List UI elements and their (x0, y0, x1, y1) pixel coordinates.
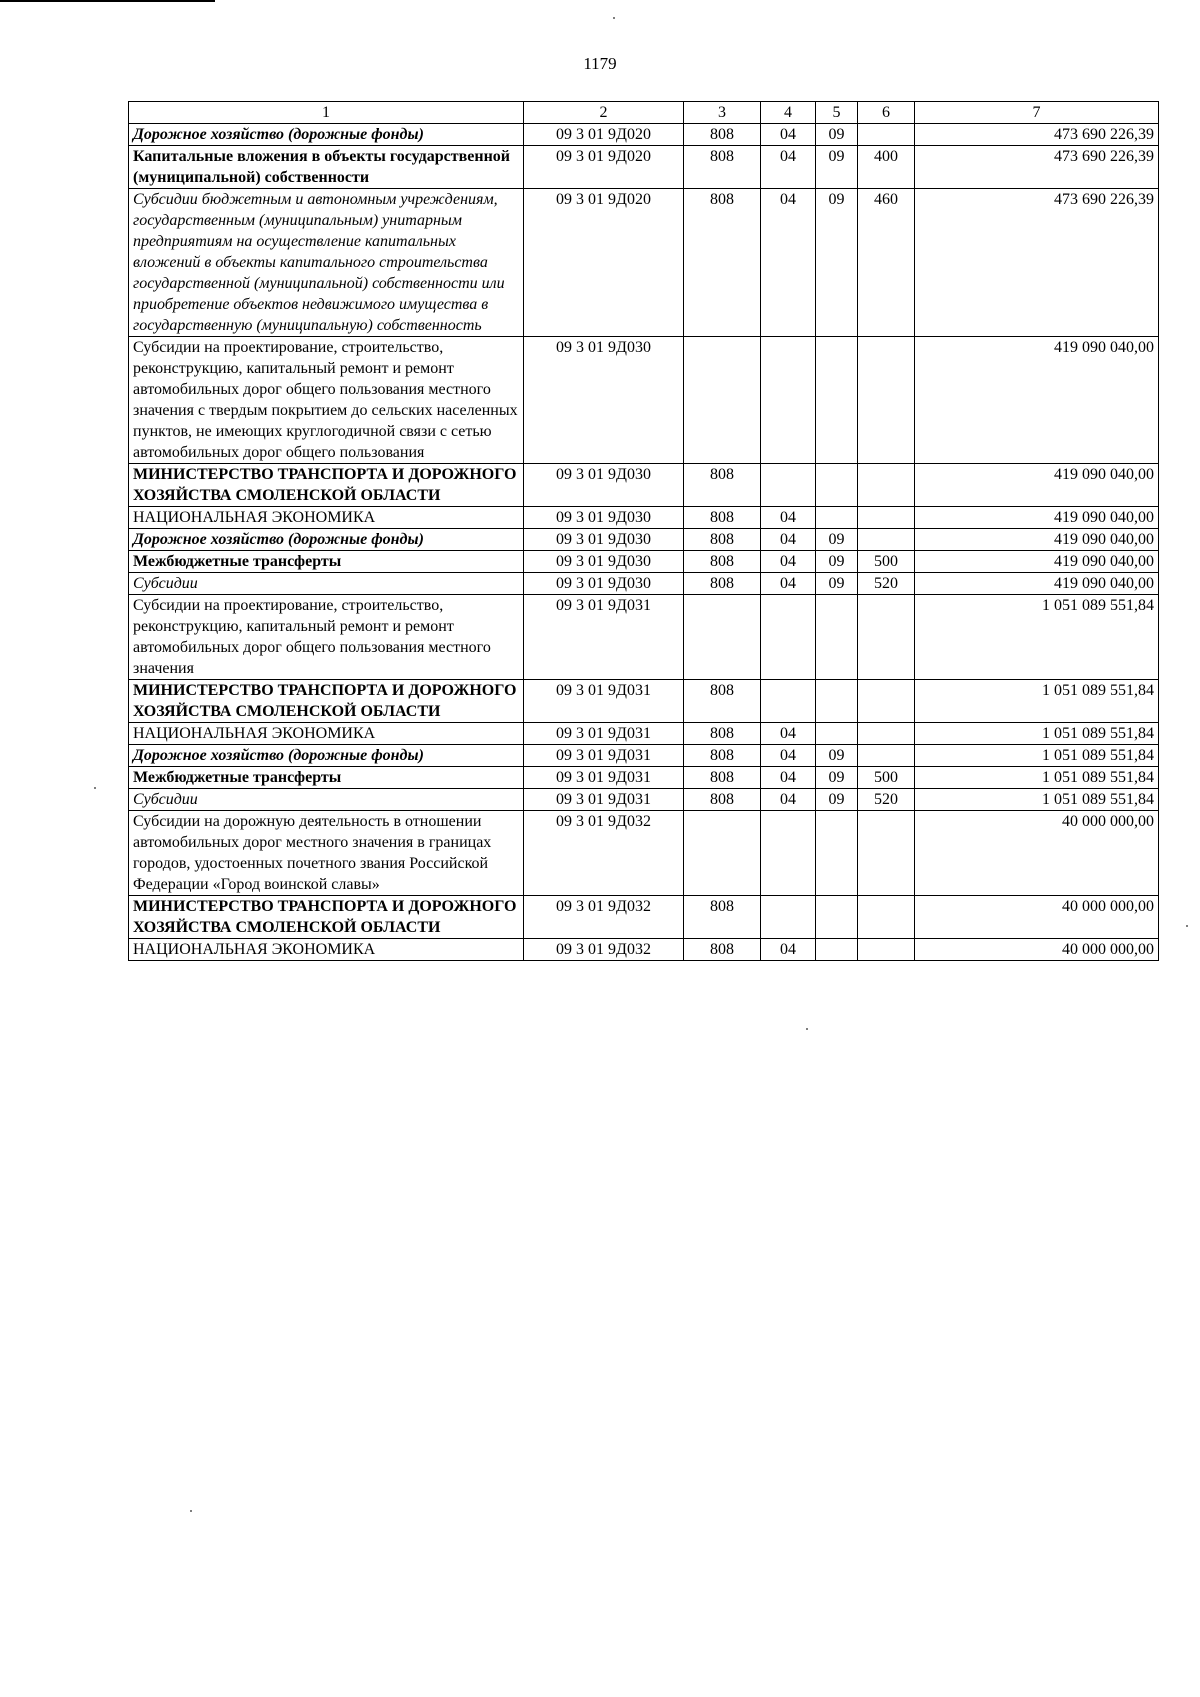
scan-speck (94, 787, 96, 789)
row-expense-type (858, 896, 915, 939)
row-target-article: 09 3 01 9Д030 (524, 551, 684, 573)
row-section: 04 (761, 189, 816, 337)
row-amount: 419 090 040,00 (915, 551, 1159, 573)
table-row (129, 189, 1159, 337)
row-amount: 1 051 089 551,84 (915, 789, 1159, 811)
row-name: Межбюджетные трансферты (129, 767, 524, 789)
table-row (129, 146, 1159, 189)
header-cell: 4 (761, 102, 816, 124)
row-section: 04 (761, 789, 816, 811)
row-section (761, 811, 816, 896)
row-section: 04 (761, 507, 816, 529)
row-target-article: 09 3 01 9Д030 (524, 573, 684, 595)
row-section: 04 (761, 529, 816, 551)
row-section: 04 (761, 551, 816, 573)
row-grbs-code: 808 (684, 551, 761, 573)
table-row (129, 745, 1159, 767)
row-section (761, 595, 816, 680)
header-cell: 3 (684, 102, 761, 124)
row-section: 04 (761, 723, 816, 745)
row-amount: 40 000 000,00 (915, 811, 1159, 896)
row-target-article: 09 3 01 9Д020 (524, 189, 684, 337)
row-section: 04 (761, 124, 816, 146)
row-name: НАЦИОНАЛЬНАЯ ЭКОНОМИКА (129, 939, 524, 961)
row-name: Субсидии (129, 789, 524, 811)
row-target-article: 09 3 01 9Д030 (524, 464, 684, 507)
row-name: МИНИСТЕРСТВО ТРАНСПОРТА И ДОРОЖНОГО ХОЗЯЙСТВА СМОЛЕНСКОЙ ОБЛАСТИ (129, 464, 524, 507)
row-expense-type: 520 (858, 789, 915, 811)
row-grbs-code: 808 (684, 896, 761, 939)
row-amount: 473 690 226,39 (915, 146, 1159, 189)
row-subsection (816, 723, 858, 745)
row-expense-type (858, 529, 915, 551)
row-amount: 40 000 000,00 (915, 939, 1159, 961)
row-target-article: 09 3 01 9Д031 (524, 723, 684, 745)
row-grbs-code (684, 337, 761, 464)
row-subsection: 09 (816, 529, 858, 551)
row-grbs-code: 808 (684, 507, 761, 529)
row-subsection: 09 (816, 124, 858, 146)
row-subsection (816, 811, 858, 896)
budget-table (128, 101, 1159, 961)
row-expense-type: 460 (858, 189, 915, 337)
row-grbs-code (684, 595, 761, 680)
row-grbs-code: 808 (684, 745, 761, 767)
row-subsection (816, 680, 858, 723)
table-row (129, 507, 1159, 529)
row-grbs-code: 808 (684, 939, 761, 961)
row-expense-type: 500 (858, 551, 915, 573)
row-expense-type: 400 (858, 146, 915, 189)
row-name: МИНИСТЕРСТВО ТРАНСПОРТА И ДОРОЖНОГО ХОЗЯЙСТВА СМОЛЕНСКОЙ ОБЛАСТИ (129, 896, 524, 939)
row-grbs-code: 808 (684, 189, 761, 337)
header-cell: 7 (915, 102, 1159, 124)
row-name: Капитальные вложения в объекты государственной (муниципальной) собственности (129, 146, 524, 189)
row-target-article: 09 3 01 9Д030 (524, 529, 684, 551)
row-grbs-code: 808 (684, 124, 761, 146)
scan-speck (190, 1510, 192, 1512)
row-name: Межбюджетные трансферты (129, 551, 524, 573)
row-name: Субсидии (129, 573, 524, 595)
row-grbs-code: 808 (684, 573, 761, 595)
row-amount: 419 090 040,00 (915, 464, 1159, 507)
row-name: МИНИСТЕРСТВО ТРАНСПОРТА И ДОРОЖНОГО ХОЗЯЙСТВА СМОЛЕНСКОЙ ОБЛАСТИ (129, 680, 524, 723)
row-amount: 419 090 040,00 (915, 337, 1159, 464)
row-section (761, 896, 816, 939)
row-expense-type (858, 811, 915, 896)
row-subsection (816, 337, 858, 464)
row-section: 04 (761, 573, 816, 595)
row-amount: 1 051 089 551,84 (915, 723, 1159, 745)
row-target-article: 09 3 01 9Д031 (524, 745, 684, 767)
row-target-article: 09 3 01 9Д031 (524, 767, 684, 789)
row-target-article: 09 3 01 9Д031 (524, 680, 684, 723)
row-grbs-code: 808 (684, 680, 761, 723)
table-row (129, 811, 1159, 896)
table-row (129, 767, 1159, 789)
table-row (129, 551, 1159, 573)
row-subsection (816, 939, 858, 961)
row-section: 04 (761, 745, 816, 767)
row-amount: 40 000 000,00 (915, 896, 1159, 939)
scan-speck (1186, 925, 1188, 927)
row-subsection (816, 507, 858, 529)
row-expense-type (858, 745, 915, 767)
table-row (129, 789, 1159, 811)
header-cell: 2 (524, 102, 684, 124)
table-row (129, 573, 1159, 595)
row-subsection: 09 (816, 189, 858, 337)
row-subsection (816, 595, 858, 680)
table-row (129, 939, 1159, 961)
table-row (129, 723, 1159, 745)
row-grbs-code: 808 (684, 767, 761, 789)
row-section: 04 (761, 146, 816, 189)
row-name: Дорожное хозяйство (дорожные фонды) (129, 124, 524, 146)
row-expense-type (858, 124, 915, 146)
row-grbs-code: 808 (684, 146, 761, 189)
row-name: НАЦИОНАЛЬНАЯ ЭКОНОМИКА (129, 723, 524, 745)
row-target-article: 09 3 01 9Д030 (524, 507, 684, 529)
row-subsection: 09 (816, 573, 858, 595)
row-target-article: 09 3 01 9Д020 (524, 124, 684, 146)
row-target-article: 09 3 01 9Д030 (524, 337, 684, 464)
row-subsection: 09 (816, 789, 858, 811)
row-section: 04 (761, 767, 816, 789)
table-row (129, 896, 1159, 939)
row-name: НАЦИОНАЛЬНАЯ ЭКОНОМИКА (129, 507, 524, 529)
row-target-article: 09 3 01 9Д032 (524, 939, 684, 961)
row-expense-type: 520 (858, 573, 915, 595)
row-name: Субсидии бюджетным и автономным учреждениям, государственным (муниципальным) унитарным предприятиям на осуществление капитальных вложений в объекты капитального строительства государственной (муниципальной) собственности или приобретение объектов недвижимого имущества в государственную (муниципальную) собственность (129, 189, 524, 337)
row-subsection: 09 (816, 745, 858, 767)
row-target-article: 09 3 01 9Д032 (524, 896, 684, 939)
row-amount: 419 090 040,00 (915, 573, 1159, 595)
row-expense-type (858, 507, 915, 529)
row-expense-type (858, 939, 915, 961)
table-row (129, 337, 1159, 464)
row-name: Субсидии на проектирование, строительство, реконструкцию, капитальный ремонт и ремонт автомобильных дорог общего пользования местного значения (129, 595, 524, 680)
row-grbs-code: 808 (684, 789, 761, 811)
row-amount: 473 690 226,39 (915, 189, 1159, 337)
table-row (129, 529, 1159, 551)
header-cell: 6 (858, 102, 915, 124)
row-subsection (816, 464, 858, 507)
row-target-article: 09 3 01 9Д031 (524, 789, 684, 811)
header-row (129, 102, 1159, 124)
row-amount: 1 051 089 551,84 (915, 767, 1159, 789)
row-amount: 1 051 089 551,84 (915, 745, 1159, 767)
row-expense-type (858, 723, 915, 745)
row-subsection: 09 (816, 146, 858, 189)
row-section (761, 337, 816, 464)
row-expense-type (858, 680, 915, 723)
row-name: Субсидии на проектирование, строительство, реконструкцию, капитальный ремонт и ремонт автомобильных дорог общего пользования местного значения с твердым покрытием до сельских населенных пунктов, не имеющих круглогодичной связи с сетью автомобильных дорог общего пользования (129, 337, 524, 464)
row-amount: 1 051 089 551,84 (915, 595, 1159, 680)
row-section (761, 680, 816, 723)
row-subsection: 09 (816, 551, 858, 573)
row-name: Дорожное хозяйство (дорожные фонды) (129, 529, 524, 551)
header-cell: 1 (129, 102, 524, 124)
row-target-article: 09 3 01 9Д031 (524, 595, 684, 680)
row-name: Субсидии на дорожную деятельность в отношении автомобильных дорог местного значения в границах городов, удостоенных почетного звания Российской Федерации «Город воинской славы» (129, 811, 524, 896)
row-target-article: 09 3 01 9Д032 (524, 811, 684, 896)
row-subsection (816, 896, 858, 939)
table-row (129, 464, 1159, 507)
row-amount: 419 090 040,00 (915, 529, 1159, 551)
table-row (129, 680, 1159, 723)
row-expense-type (858, 464, 915, 507)
top-edge-mark (0, 0, 215, 2)
row-grbs-code (684, 811, 761, 896)
row-subsection: 09 (816, 767, 858, 789)
row-section (761, 464, 816, 507)
row-amount: 1 051 089 551,84 (915, 680, 1159, 723)
table-row (129, 124, 1159, 146)
row-expense-type (858, 595, 915, 680)
row-amount: 473 690 226,39 (915, 124, 1159, 146)
row-section: 04 (761, 939, 816, 961)
row-grbs-code: 808 (684, 723, 761, 745)
scan-speck (806, 1028, 808, 1030)
row-amount: 419 090 040,00 (915, 507, 1159, 529)
page-number: 1179 (583, 54, 617, 73)
row-expense-type: 500 (858, 767, 915, 789)
row-grbs-code: 808 (684, 464, 761, 507)
scan-speck (613, 17, 615, 19)
row-expense-type (858, 337, 915, 464)
row-grbs-code: 808 (684, 529, 761, 551)
header-cell: 5 (816, 102, 858, 124)
row-target-article: 09 3 01 9Д020 (524, 146, 684, 189)
table-row (129, 595, 1159, 680)
row-name: Дорожное хозяйство (дорожные фонды) (129, 745, 524, 767)
